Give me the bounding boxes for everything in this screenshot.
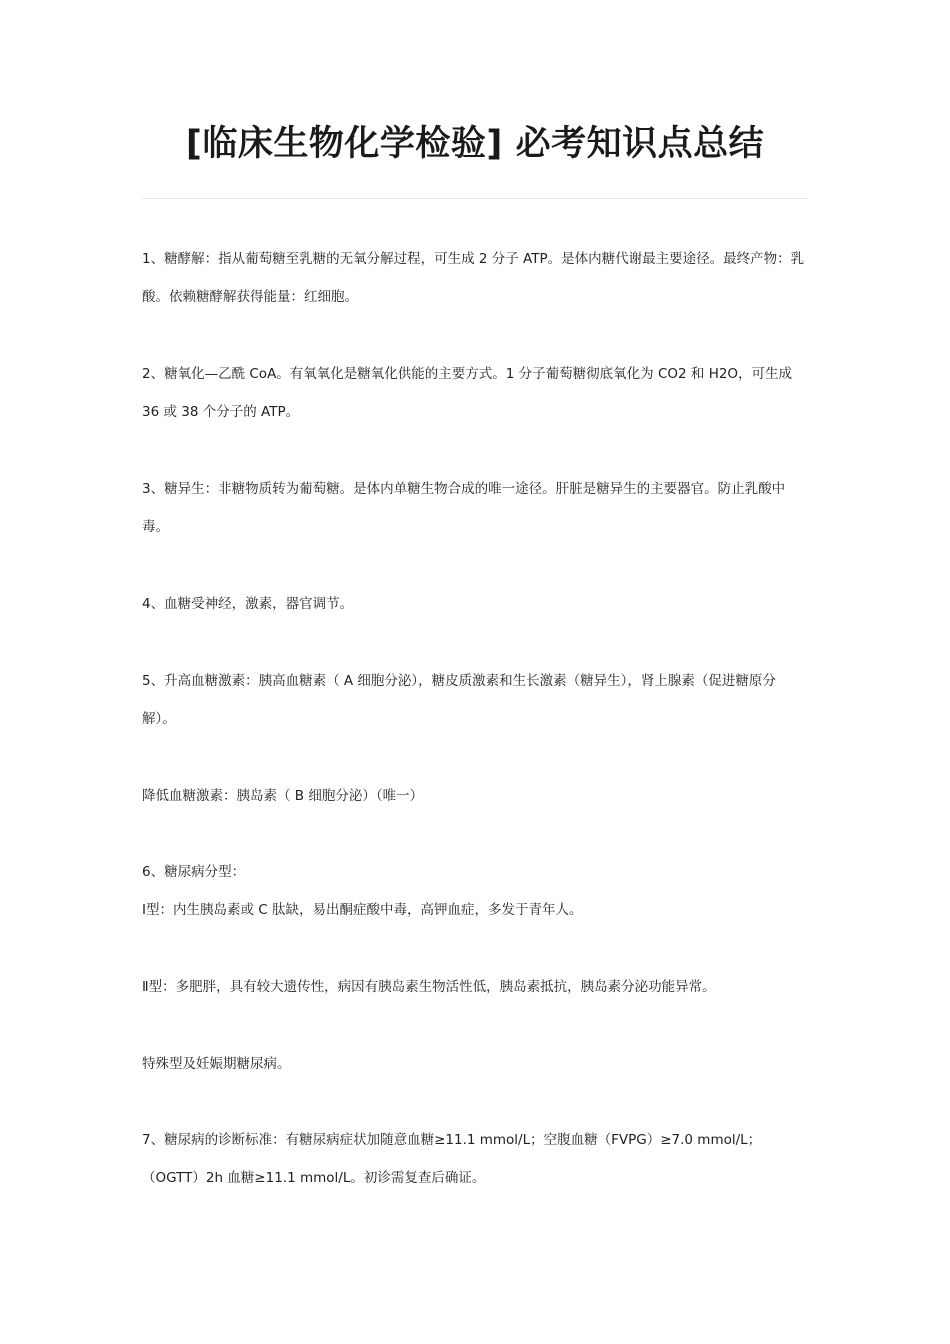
paragraph-raising-hormones: 5、升高血糖激素：胰高血糖素（ A 细胞分泌），糖皮质激素和生长激素（糖异生），肾上腺素（促进糖原分解）。 — [142, 673, 776, 727]
paragraph-diagnostic-criteria: 7、糖尿病的诊断标准：有糖尿病症状加随意血糖≥11.1 mmol/L；空腹血糖（FVPG）≥7.0 mmol/L；（OGTT）2h 血糖≥11.1 mmol/L。初诊需复查后确证。 — [142, 1132, 762, 1186]
title-divider — [142, 198, 808, 199]
paragraph-type-1: Ⅰ型：内生胰岛素或 C 肽缺，易出酮症酸中毒，高钾血症，多发于青年人。 — [142, 902, 583, 918]
paragraph-gluconeogenesis: 3、糖异生：非糖物质转为葡萄糖。是体内单糖生物合成的唯一途径。肝脏是糖异生的主要器官。防止乳酸中毒。 — [142, 481, 786, 535]
paragraph-lowering-hormones: 降低血糖激素：胰岛素（ B 细胞分泌）（唯一） — [142, 788, 424, 804]
document-title: [临床生物化学检验] 必考知识点总结 — [185, 124, 765, 164]
paragraph-blood-glucose-regulation: 4、血糖受神经，激素，器官调节。 — [142, 596, 354, 612]
paragraph-diabetes-types-heading: 6、糖尿病分型： — [142, 864, 246, 880]
paragraph-aerobic-oxidation: 2、糖氧化—乙酰 CoA。有氧氧化是糖氧化供能的主要方式。1 分子葡萄糖彻底氧化为 CO2 和 H2O，可生成 36 或 38 个分子的 ATP。 — [142, 366, 793, 420]
paragraph-type-2: Ⅱ型：多肥胖，具有较大遗传性，病因有胰岛素生物活性低，胰岛素抵抗，胰岛素分泌功能异常。 — [142, 979, 716, 995]
paragraph-glycolysis: 1、糖酵解：指从葡萄糖至乳糖的无氧分解过程，可生成 2 分子 ATP。是体内糖代谢最主要途径。最终产物：乳酸。依赖糖酵解获得能量：红细胞。 — [142, 251, 805, 305]
paragraph-special-types: 特殊型及妊娠期糖尿病。 — [142, 1056, 291, 1072]
